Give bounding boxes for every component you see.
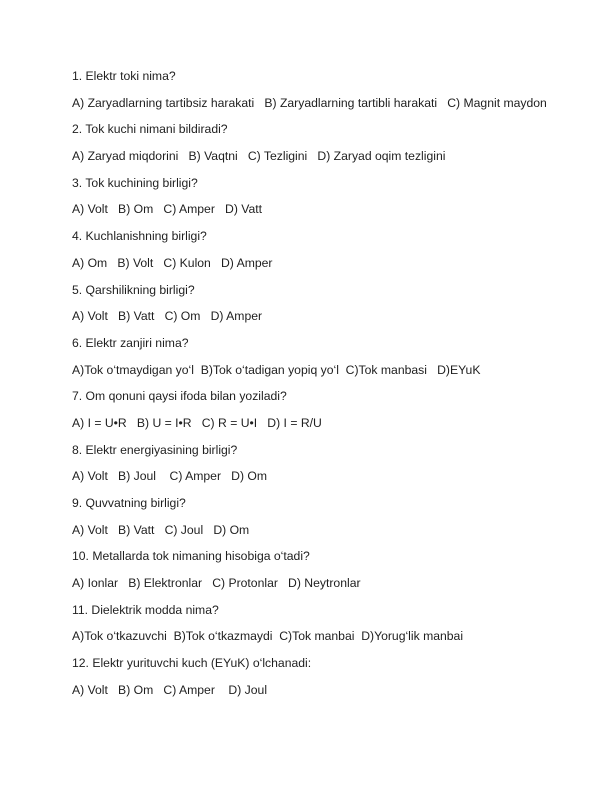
answer-options: A) Zaryad miqdorini B) Vaqtni C) Tezligini D) Zaryad oqim tezligini xyxy=(72,149,446,164)
answer-options: A)Tok o‘tmaydigan yo‘l B)Tok o‘tadigan yopiq yo‘l C)Tok manbasi D)EYuK xyxy=(72,362,481,377)
question-item xyxy=(72,175,592,218)
question-text: 4. Kuchlanishning birligi? xyxy=(72,229,207,244)
question-item xyxy=(72,68,592,111)
question-text: 8. Elektr energiyasining birligi? xyxy=(72,442,238,457)
question-text: 5. Qarshilikning birligi? xyxy=(72,282,195,297)
question-text: 7. Om qonuni qaysi ifoda bilan yoziladi? xyxy=(72,389,287,404)
question-item xyxy=(72,442,592,485)
question-text: 9. Quvvatning birligi? xyxy=(72,496,186,510)
answer-options: A) Volt B) Vatt C) Om D) Amper xyxy=(72,309,263,324)
question-text: 1. Elektr toki nima? xyxy=(72,69,176,83)
question-item xyxy=(72,282,592,325)
question-item xyxy=(72,335,592,378)
question-item xyxy=(72,655,592,698)
question-item xyxy=(72,602,592,645)
answer-options: A) Volt B) Om C) Amper D) Joul xyxy=(72,682,268,697)
question-text: 11. Dielektrik modda nima? xyxy=(72,602,219,617)
question-text: 6. Elektr zanjiri nima? xyxy=(72,335,189,350)
question-list xyxy=(72,68,592,709)
question-text: 12. Elektr yurituvchi kuch (EYuK) o‘lchanadi: xyxy=(72,656,312,671)
answer-options: A) I = U•R B) U = I•R C) R = U•I D) I = R/U xyxy=(72,415,322,430)
question-text: 2. Tok kuchi nimani bildiradi? xyxy=(72,122,228,137)
answer-options: A) Volt B) Om C) Amper D) Vatt xyxy=(72,202,263,217)
answer-options: A) Volt B) Vatt C) Joul D) Om xyxy=(72,522,250,537)
answer-options: A) Volt B) Joul C) Amper D) Om xyxy=(72,469,268,484)
answer-options: A) Ionlar B) Elektronlar C) Protonlar D) Neytronlar xyxy=(72,576,361,591)
question-item xyxy=(72,121,592,164)
answer-options: A) Om B) Volt C) Kulon D) Amper xyxy=(72,255,273,270)
question-text: 10. Metallarda tok nimaning hisobiga o‘tadi? xyxy=(72,549,310,564)
question-item xyxy=(72,388,592,431)
question-item xyxy=(72,548,592,591)
question-item xyxy=(72,495,592,538)
question-text: 3. Tok kuchining birligi? xyxy=(72,175,198,190)
answer-options: A) Zaryadlarning tartibsiz harakati B) Zaryadlarning tartibli harakati C) Magnit maydon xyxy=(72,95,547,110)
question-item xyxy=(72,228,592,271)
answer-options: A)Tok o‘tkazuvchi B)Tok o‘tkazmaydi C)Tok manbai D)Yorug‘lik manbai xyxy=(72,629,464,644)
